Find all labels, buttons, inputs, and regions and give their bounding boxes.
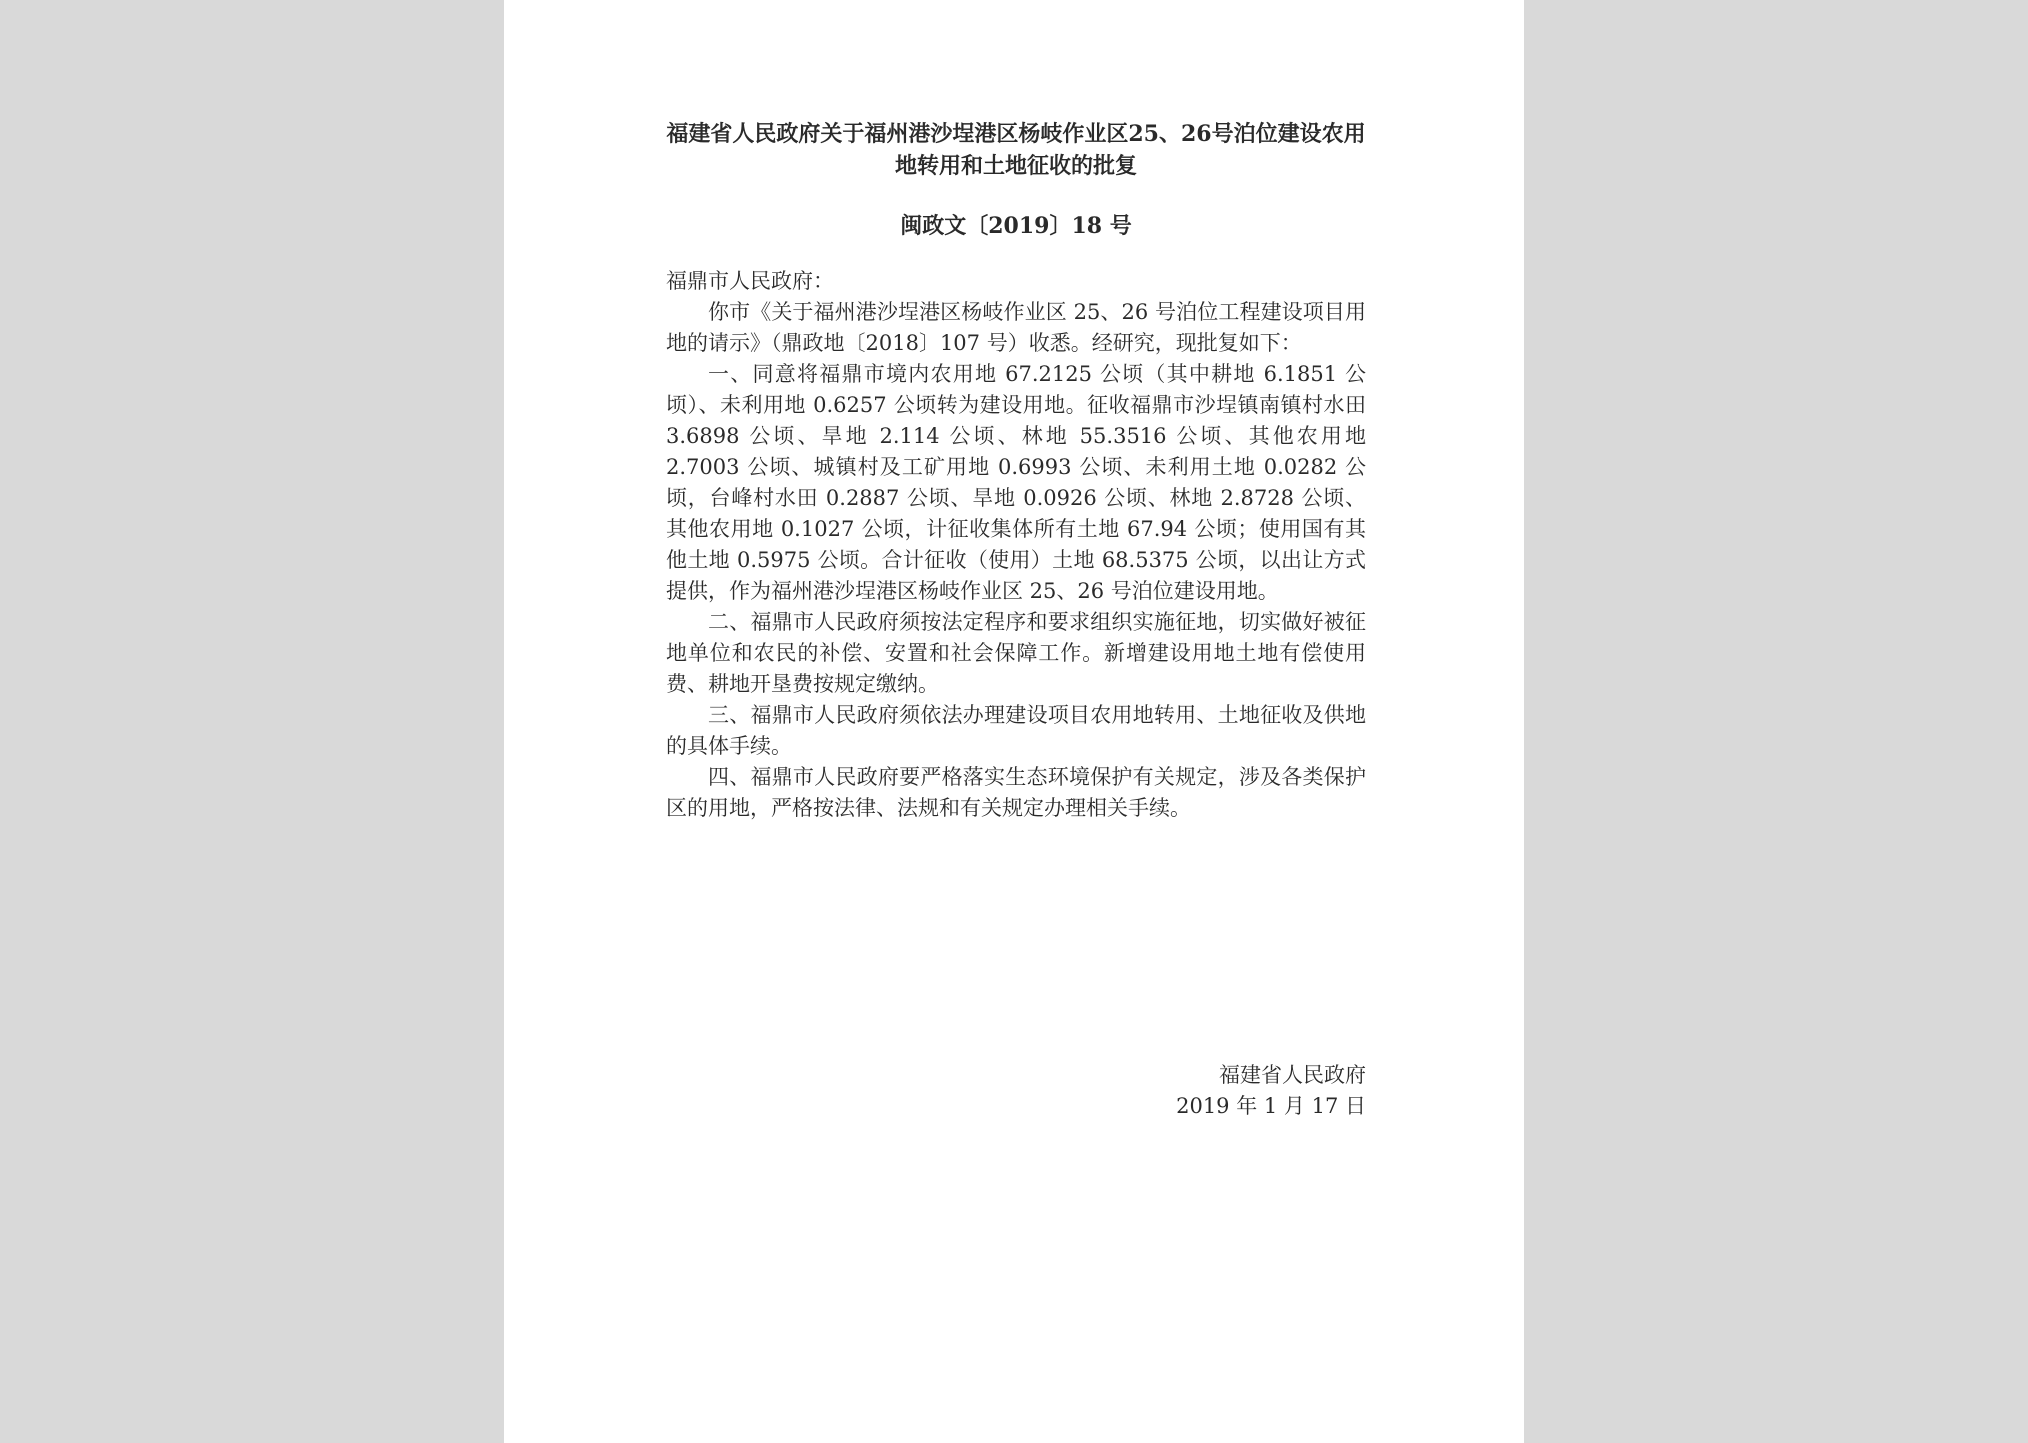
document-page bbox=[504, 0, 1524, 1443]
signature-block bbox=[1176, 1060, 1366, 1122]
paragraph-item-2: 二、福鼎市人民政府须按法定程序和要求组织实施征地，切实做好被征地单位和农民的补偿、安置和社会保障工作。新增建设用地土地有偿使用费、耕地开垦费按规定缴纳。 bbox=[666, 610, 1366, 696]
document-content bbox=[666, 118, 1366, 1118]
paragraph-intro: 你市《关于福州港沙埕港区杨岐作业区 25、26 号泊位工程建设项目用地的请示》（鼎政地〔2018〕107 号）收悉。经研究，现批复如下： bbox=[666, 300, 1366, 355]
paragraph-item-3: 三、福鼎市人民政府须依法办理建设项目农用地转用、土地征收及供地的具体手续。 bbox=[666, 703, 1366, 758]
document-number: 闽政文〔2019〕18 号 bbox=[900, 213, 1132, 239]
paragraph-item-1: 一、同意将福鼎市境内农用地 67.2125 公顷（其中耕地 6.1851 公顷）、未利用地 0.6257 公顷转为建设用地。征收福鼎市沙埕镇南镇村水田 3.6898 公顷、旱地 2.114 公顷、林地 55.3516 公顷、其他农用地 2.7003 公顷、城镇村及工矿用地 0.6993 公顷、未利用土地 0.0282 公顷，台峰村水田 0.2887 公顷、旱地 0.0926 公顷、林地 2.8728 公顷、其他农用地 0.1027 公顷，计征收集体所有土地 67.94 公顷；使用国有其他土地 0.5975 公顷。合计征收（使用）土地 68.5375 公顷，以出让方式提供，作为福州港沙埕港区杨岐作业区 25、26 号泊位建设用地。 bbox=[666, 362, 1366, 603]
issuer: 福建省人民政府 bbox=[1219, 1063, 1366, 1087]
paragraph-item-4: 四、福鼎市人民政府要严格落实生态环境保护有关规定，涉及各类保护区的用地，严格按法律、法规和有关规定办理相关手续。 bbox=[666, 765, 1366, 820]
document-title: 福建省人民政府关于福州港沙埕港区杨岐作业区25、26号泊位建设农用地转用和土地征收的批复 bbox=[666, 121, 1366, 179]
addressee: 福鼎市人民政府： bbox=[666, 269, 834, 293]
issue-date: 2019 年 1 月 17 日 bbox=[1176, 1094, 1366, 1118]
